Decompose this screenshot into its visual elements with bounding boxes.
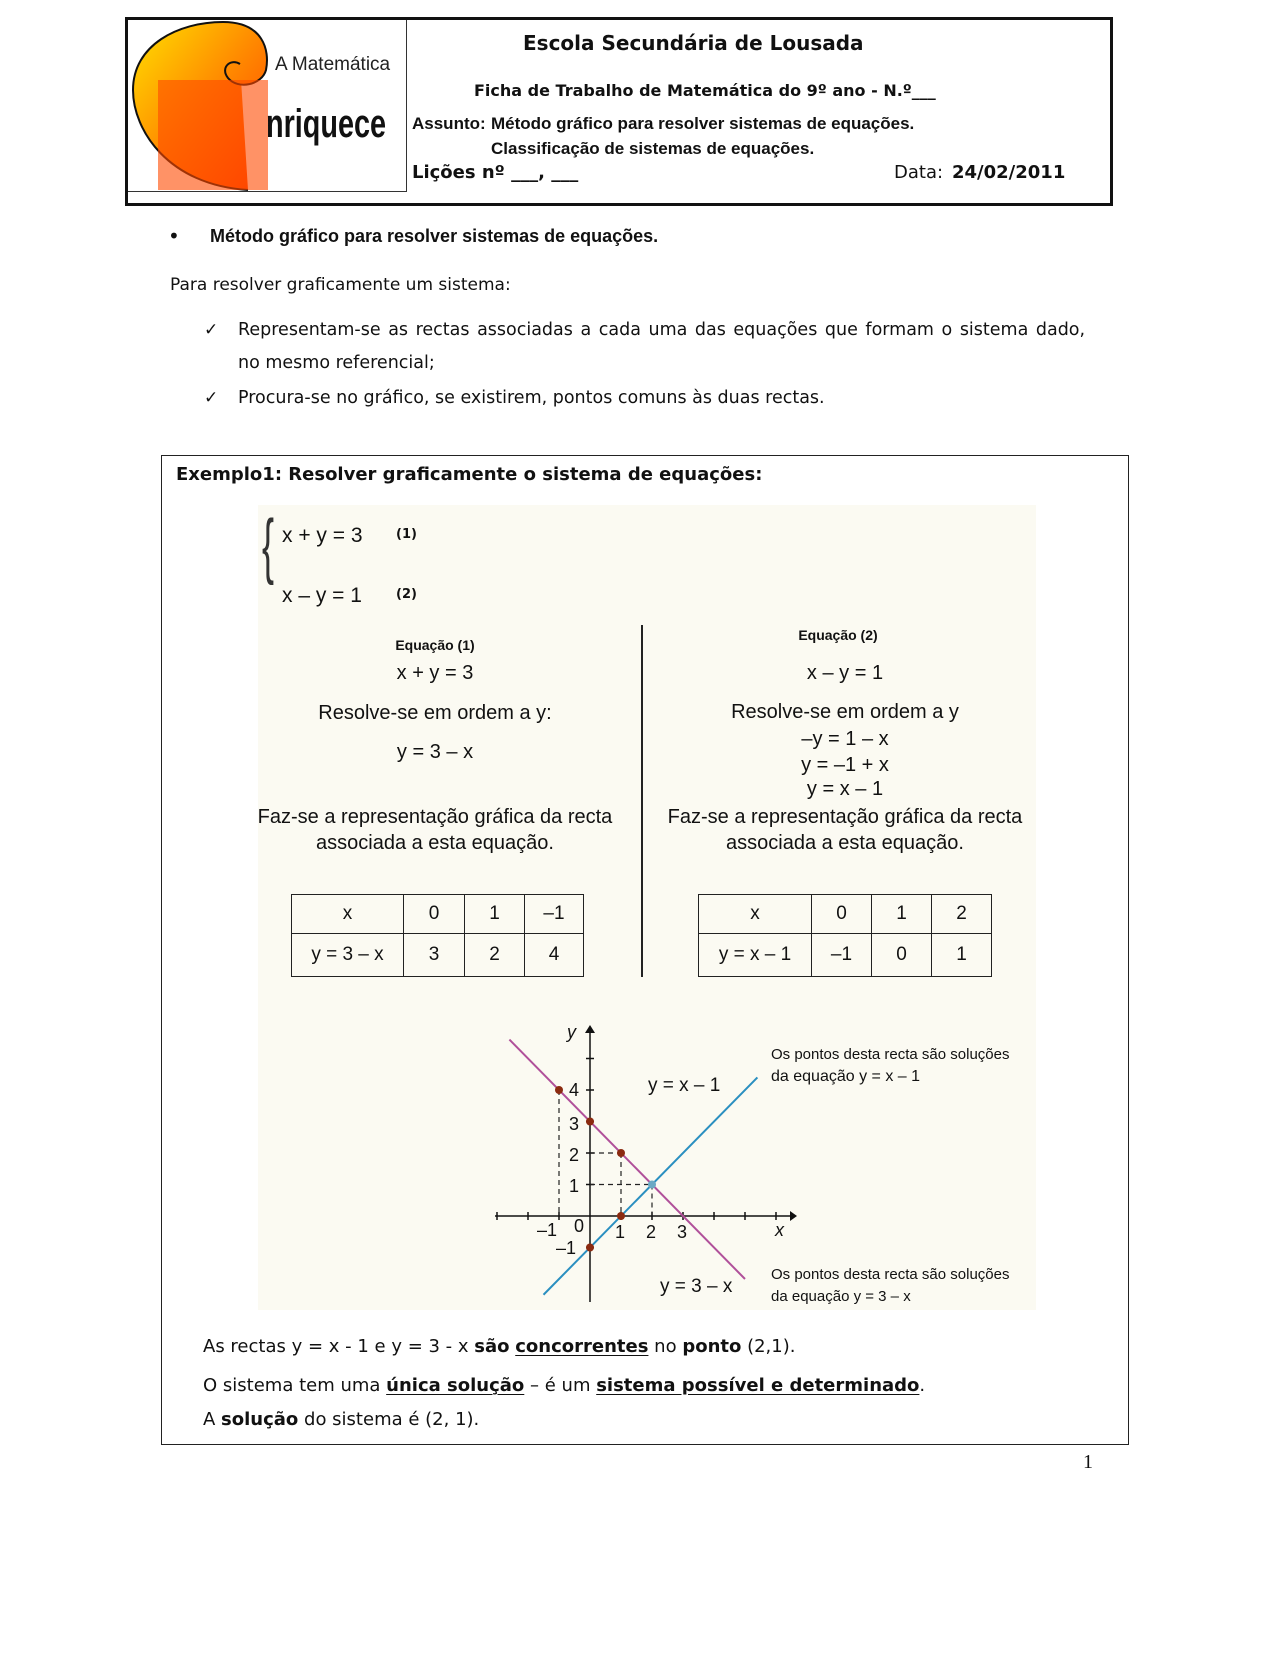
step-1-cont: no mesmo referencial;: [238, 353, 435, 373]
table-cell: y = 3 – x: [292, 934, 404, 977]
eq1-line: Resolve-se em ordem a y:: [318, 702, 552, 724]
eq1-note: Faz-se a representação gráfica da recta: [257, 806, 613, 828]
subject-line-1: Método gráfico para resolver sistemas de equações.: [491, 114, 915, 133]
text: – é um: [524, 1375, 597, 1396]
y-tick-label: 1: [569, 1176, 580, 1196]
eq1-line: y = 3 – x: [396, 741, 474, 763]
annotation-line1: da equação y = x – 1: [771, 1068, 920, 1085]
table-cell: 2: [465, 934, 525, 977]
text: As rectas y = x - 1 e y = 3 - x: [203, 1336, 475, 1357]
table-cell: –1: [812, 934, 872, 977]
page-number: 1: [1083, 1451, 1093, 1473]
eq1-note: associada a esta equação.: [316, 832, 554, 854]
conclusion-line-2: [203, 1375, 925, 1396]
section-title: Método gráfico para resolver sistemas de equações.: [210, 226, 659, 246]
data-point: [617, 1149, 625, 1157]
check-icon: ✓: [204, 388, 219, 408]
text: solução: [221, 1409, 299, 1430]
text: única solução: [386, 1375, 525, 1396]
eq2-line: y = –1 + x: [801, 754, 889, 776]
y-axis-arrow-icon: [585, 1025, 595, 1033]
table-cell: 3: [404, 934, 465, 977]
eq2-line: –y = 1 – x: [801, 728, 889, 750]
conclusion-line-1: [203, 1336, 795, 1357]
subject-line-2: Classificação de sistemas de equações.: [491, 139, 815, 158]
x-axis-arrow-icon: [790, 1211, 797, 1221]
table-cell: 4: [525, 934, 584, 977]
x-tick-label: –1: [537, 1220, 558, 1240]
text: são: [474, 1336, 510, 1357]
data-point: [617, 1212, 625, 1220]
eq1-heading: Equação (1): [395, 637, 475, 653]
eq2-heading: Equação (2): [798, 627, 878, 643]
line1-label: y = x – 1: [648, 1075, 721, 1096]
example-title: Exemplo1: Resolver graficamente o sistema de equações:: [176, 464, 763, 485]
table-cell: 0: [812, 895, 872, 934]
data-point: [648, 1181, 656, 1189]
intro-text: Para resolver graficamente um sistema:: [170, 275, 511, 295]
text: no: [648, 1336, 683, 1357]
system-tag-1: (1): [396, 527, 417, 542]
eq1-line: x + y = 3: [396, 662, 474, 684]
eq2-line: Resolve-se em ordem a y: [731, 701, 959, 723]
check-icon: ✓: [204, 320, 219, 340]
date-label: Data:: [894, 162, 944, 183]
text: sistema possível e determinado: [596, 1375, 920, 1396]
bullet-icon: •: [168, 224, 180, 248]
table-cell: –1: [525, 895, 584, 934]
table-cell: 1: [465, 895, 525, 934]
subject-label: Assunto:: [412, 114, 486, 133]
eq2-note: Faz-se a representação gráfica da recta: [667, 806, 1023, 828]
table-cell: 1: [872, 895, 932, 934]
brace-icon: {: [262, 506, 275, 586]
eq2-line: x – y = 1: [806, 662, 884, 684]
table-cell: 0: [404, 895, 465, 934]
text: ponto: [682, 1336, 742, 1357]
system-eq-1: x + y = 3: [282, 524, 363, 547]
worksheet-title: Ficha de Trabalho de Matemática do 9º ano - N.º___: [474, 81, 936, 100]
system-eq-2: x – y = 1: [282, 584, 362, 607]
y-tick-label: 2: [569, 1145, 580, 1165]
table-cell: y = x – 1: [699, 934, 812, 977]
annotation-line2: Os pontos desta recta são soluções: [771, 1266, 1010, 1283]
table-cell: x: [699, 895, 812, 934]
logo-wordmark: nriquece: [266, 102, 387, 146]
x-tick-label: 3: [677, 1222, 688, 1242]
logo-caption: A Matemática: [275, 54, 391, 75]
text: do sistema é (2, 1).: [298, 1409, 480, 1430]
line2-label: y = 3 – x: [660, 1276, 733, 1297]
step-2: Procura-se no gráfico, se existirem, pontos comuns às duas rectas.: [238, 388, 825, 408]
text: O sistema tem uma: [203, 1375, 387, 1396]
y-tick-label: 3: [569, 1114, 580, 1134]
y-tick-label: –1: [556, 1238, 577, 1258]
text: A: [203, 1409, 222, 1430]
lessons-field: Lições nº ___, ___: [412, 162, 579, 183]
conclusion-line-3: [203, 1409, 479, 1430]
eq2-line: y = x – 1: [806, 778, 884, 800]
text: concorrentes: [515, 1336, 649, 1357]
x-tick-label: 1: [615, 1222, 626, 1242]
y-axis-label: y: [567, 1022, 576, 1042]
step-1: Representam-se as rectas associadas a cada uma das equações que formam o sistema dado,: [238, 320, 1086, 340]
eq2-note: associada a esta equação.: [726, 832, 964, 854]
table-cell: 2: [932, 895, 992, 934]
x-tick-label: 0: [574, 1216, 585, 1236]
school-name: Escola Secundária de Lousada: [523, 31, 864, 55]
date-value: 24/02/2011: [952, 162, 1066, 183]
data-point: [555, 1086, 563, 1094]
table-cell: 1: [932, 934, 992, 977]
annotation-line1: Os pontos desta recta são soluções: [771, 1046, 1010, 1063]
x-axis-label: x: [775, 1220, 784, 1240]
annotation-line2: da equação y = 3 – x: [771, 1288, 911, 1305]
y-tick-label: 4: [569, 1080, 580, 1100]
data-point: [586, 1118, 594, 1126]
text: (2,1).: [741, 1336, 796, 1357]
system-tag-2: (2): [396, 587, 417, 602]
data-point: [586, 1244, 594, 1252]
text: .: [919, 1375, 926, 1396]
table-cell: 0: [872, 934, 932, 977]
x-tick-label: 2: [646, 1222, 657, 1242]
table-cell: x: [292, 895, 404, 934]
